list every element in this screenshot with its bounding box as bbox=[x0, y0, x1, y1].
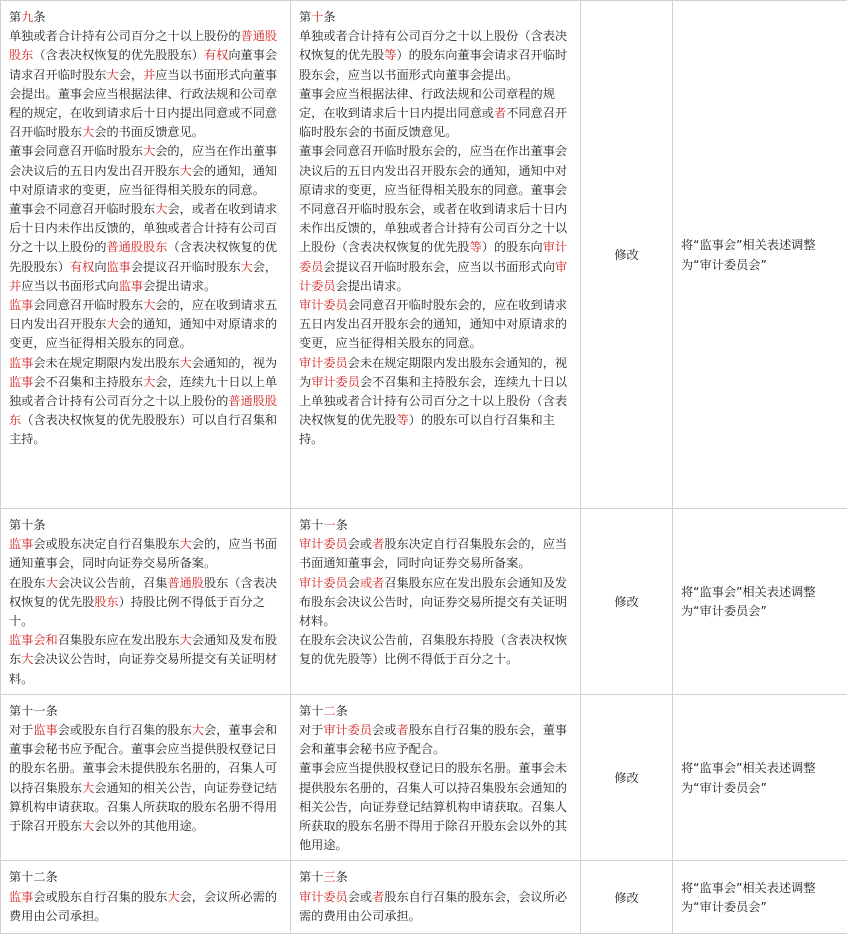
text-segment: 会的书面反馈意见。 bbox=[94, 125, 204, 139]
text-segment: 条 bbox=[323, 10, 335, 24]
text-segment: ）的股东可以自行召集和主持。 bbox=[299, 413, 555, 446]
text-segment: 会决议公告时，向证券交易所提交有关证明材料。 bbox=[9, 652, 277, 685]
text-segment: 会的，应当书面通知董事会，同时向证券交易所备案。 bbox=[9, 537, 277, 570]
highlighted-text: 者 bbox=[372, 537, 384, 551]
clause-paragraph bbox=[9, 721, 282, 836]
highlighted-text: 监事 bbox=[9, 537, 33, 551]
change-type-cell bbox=[581, 694, 673, 861]
text-segment: 股东决定自行召集股东会的，应当书面通知董事会，同时向证券交易所备案。 bbox=[299, 537, 567, 570]
text-segment: 会的，应当在作出董事会决议后的五日内发出召开股东 bbox=[9, 144, 277, 177]
text-segment: 第 bbox=[9, 10, 21, 24]
highlighted-text: 监事 bbox=[107, 260, 131, 274]
highlighted-text: 大 bbox=[180, 164, 192, 178]
clause-text bbox=[9, 721, 282, 836]
highlighted-text: 大 bbox=[21, 652, 33, 666]
text-segment: 应当以书面形式向 bbox=[21, 279, 119, 293]
highlighted-text: 审计委员 bbox=[299, 576, 348, 590]
table-row bbox=[1, 861, 847, 934]
article-number bbox=[299, 516, 572, 535]
highlighted-text: 并 bbox=[9, 279, 21, 293]
text-segment: （含表决权恢复的优先股股东） bbox=[33, 48, 204, 62]
text-segment: 会同意召开临时股东 bbox=[33, 298, 143, 312]
highlighted-text: 大 bbox=[46, 576, 58, 590]
text-segment: 股东自行召集的股东会，会议所必需的费用由公司承担。 bbox=[299, 890, 567, 923]
text-segment: 会未在规定期限内发出股东 bbox=[33, 356, 179, 370]
article-number bbox=[9, 516, 282, 535]
text-segment: 第十二条 bbox=[9, 870, 58, 884]
revised-clause-cell bbox=[291, 861, 581, 934]
text-segment: 第十 bbox=[299, 704, 323, 718]
highlighted-text: 等 bbox=[384, 48, 396, 62]
change-note: 将“监事会”相关表述调整为“审计委员会” bbox=[681, 238, 816, 271]
highlighted-text: 普通股股东 bbox=[9, 394, 277, 427]
text-segment: 董事会同意召开临时股东 bbox=[9, 144, 143, 158]
highlighted-text: 审计委员 bbox=[299, 356, 348, 370]
highlighted-text: 大 bbox=[107, 317, 119, 331]
highlighted-text: 有权 bbox=[204, 48, 228, 62]
text-segment: 会，或者在收到请求后十日内未作出反馈的，单独或者合计持有公司百分之十以上股份的 bbox=[9, 202, 277, 254]
highlighted-text: 监事 bbox=[119, 279, 143, 293]
highlighted-text: 审计委员 bbox=[299, 240, 567, 273]
highlighted-text: 大 bbox=[82, 781, 94, 795]
text-segment: 会 bbox=[348, 576, 360, 590]
highlighted-text: 十 bbox=[311, 10, 323, 24]
change-type: 修改 bbox=[614, 891, 638, 905]
change-type: 修改 bbox=[614, 595, 638, 609]
highlighted-text: 审计委员 bbox=[299, 890, 348, 904]
text-segment: ）的股东向 bbox=[482, 240, 543, 254]
text-segment: 召集股东应在发出股东 bbox=[58, 633, 180, 647]
clause-paragraph bbox=[299, 296, 572, 354]
original-clause-cell bbox=[1, 861, 291, 934]
text-segment: 第十一条 bbox=[9, 704, 58, 718]
text-segment: 条 bbox=[33, 10, 45, 24]
clause-text bbox=[299, 888, 572, 926]
revised-clause-cell bbox=[291, 1, 581, 509]
clause-paragraph bbox=[299, 759, 572, 855]
clause-paragraph bbox=[299, 535, 572, 573]
text-segment: 第十 bbox=[299, 870, 323, 884]
text-segment: 会通知的相关公告，向证券登记结算机构申请获取。召集人所获取的股东名册不得用于除召开股东 bbox=[9, 781, 277, 833]
highlighted-text: 一 bbox=[323, 518, 335, 532]
text-segment: 会的通知，通知中对原请求的变更，应当征得相关股东的同意。 bbox=[9, 317, 277, 350]
highlighted-text: 审计委员 bbox=[299, 298, 348, 312]
change-type-cell bbox=[581, 861, 673, 934]
article-number bbox=[9, 702, 282, 721]
clause-paragraph bbox=[9, 631, 282, 689]
comparison-body bbox=[1, 1, 847, 934]
text-segment: 会， bbox=[119, 68, 143, 82]
text-segment: 会提议召开临时股东 bbox=[131, 260, 241, 274]
highlighted-text: 者 bbox=[397, 723, 409, 737]
text-segment: 会提议召开临时股东会，应当以书面形式向 bbox=[323, 260, 555, 274]
highlighted-text: 监事会和 bbox=[9, 633, 58, 647]
highlighted-text: 大 bbox=[82, 819, 94, 833]
clause-paragraph bbox=[9, 200, 282, 296]
clause-paragraph bbox=[9, 574, 282, 632]
highlighted-text: 大 bbox=[192, 723, 204, 737]
text-segment: 对于 bbox=[9, 723, 33, 737]
clause-text bbox=[299, 721, 572, 855]
clause-paragraph bbox=[9, 888, 282, 926]
change-type: 修改 bbox=[614, 771, 638, 785]
clause-text bbox=[9, 535, 282, 689]
clause-paragraph bbox=[9, 535, 282, 573]
highlighted-text: 者 bbox=[494, 106, 506, 120]
highlighted-text: 大 bbox=[143, 298, 155, 312]
clause-paragraph bbox=[299, 888, 572, 926]
text-segment: 单独或者合计持有公司百分之十以上股份（含表决权恢复的优先股 bbox=[299, 29, 567, 62]
clause-text bbox=[299, 535, 572, 669]
clause-paragraph bbox=[299, 27, 572, 85]
revised-clause-cell bbox=[291, 694, 581, 861]
clause-paragraph bbox=[299, 354, 572, 450]
clause-paragraph bbox=[299, 574, 572, 632]
clause-paragraph bbox=[299, 631, 572, 669]
highlighted-text: 监事 bbox=[9, 890, 33, 904]
highlighted-text: 等 bbox=[397, 413, 409, 427]
text-segment: 会或股东决定自行召集股东 bbox=[33, 537, 179, 551]
highlighted-text: 监事 bbox=[9, 298, 33, 312]
text-segment: 董事会同意召开临时股东会的，应当在作出董事会决议后的五日内发出召开股东会的通知，通知中对原请求的变更，应当征得相关股东的同意。董事会不同意召开临时股东会，或者在收到请求后十日内未作出反馈的，单独或者合计持有公司百分之十以上股份（含表决权恢复的优先股 bbox=[299, 144, 567, 254]
text-segment: 在股东会决议公告前，召集股东持股（含表决权恢复的优先股等）比例不得低于百分之十。 bbox=[299, 633, 567, 666]
change-type: 修改 bbox=[614, 248, 638, 262]
clause-paragraph bbox=[9, 354, 282, 450]
change-type-cell bbox=[581, 509, 673, 695]
clause-text bbox=[9, 27, 282, 449]
highlighted-text: 监事 bbox=[9, 375, 33, 389]
highlighted-text: 二 bbox=[323, 704, 335, 718]
highlighted-text: 或者 bbox=[360, 576, 384, 590]
highlighted-text: 大 bbox=[143, 375, 155, 389]
highlighted-text: 股东 bbox=[94, 595, 118, 609]
clause-paragraph bbox=[299, 721, 572, 759]
text-segment: 条 bbox=[336, 704, 348, 718]
clause-paragraph bbox=[9, 296, 282, 354]
highlighted-text: 三 bbox=[323, 870, 335, 884]
highlighted-text: 九 bbox=[21, 10, 33, 24]
highlighted-text: 审计委员 bbox=[299, 537, 348, 551]
table-row bbox=[1, 509, 847, 695]
article-number bbox=[299, 702, 572, 721]
text-segment: 条 bbox=[336, 870, 348, 884]
text-segment: 条 bbox=[336, 518, 348, 532]
text-segment: 应当以书面形式向董事会提出。董事会应当根据法律、行政法规和公司章程的规定，在收到请求后十日内提出同意或不同意召开临时股东 bbox=[9, 68, 277, 140]
text-segment: ）持股比例不得低于百分之十。 bbox=[9, 595, 265, 628]
change-note-cell bbox=[673, 694, 847, 861]
article-number bbox=[299, 8, 572, 27]
original-clause-cell bbox=[1, 694, 291, 861]
highlighted-text: 有权 bbox=[70, 260, 94, 274]
text-segment: （含表决权恢复的优先股股东） bbox=[9, 240, 277, 273]
text-segment: 股东自行召集的股东会，董事会和董事会秘书应予配合。 bbox=[299, 723, 567, 756]
clause-paragraph bbox=[299, 85, 572, 143]
table-row bbox=[1, 694, 847, 861]
text-segment: 董事会应当提供股权登记日的股东名册。董事会未提供股东名册的，召集人可以持召集股东会通知的相关公告，向证券登记结算机构申请获取。召集人所获取的股东名册不得用于除召开股东会以外的其他用途。 bbox=[299, 761, 567, 852]
text-segment: 单独或者合计持有公司百分之十以上股份的 bbox=[9, 29, 241, 43]
article-number bbox=[9, 868, 282, 887]
text-segment: 会或 bbox=[348, 537, 372, 551]
highlighted-text: 普通股股东 bbox=[9, 29, 277, 62]
original-clause-cell bbox=[1, 509, 291, 695]
text-segment: 会的，应在收到请求五日内发出召开股东 bbox=[9, 298, 277, 331]
text-segment: 会以外的其他用途。 bbox=[94, 819, 204, 833]
table-row bbox=[1, 1, 847, 509]
highlighted-text: 大 bbox=[180, 633, 192, 647]
change-note: 将“监事会”相关表述调整为“审计委员会” bbox=[681, 761, 816, 794]
text-segment: 会通知的，视为 bbox=[192, 356, 277, 370]
text-segment: 会，董事会和董事会秘书应予配合。董事会应当提供股权登记日的股东名册。董事会未提供股东名册的，召集人可以持召集股东 bbox=[9, 723, 277, 795]
text-segment: 会或股东自行召集的股东 bbox=[58, 723, 192, 737]
article-number bbox=[9, 8, 282, 27]
highlighted-text: 大 bbox=[107, 68, 119, 82]
highlighted-text: 监事 bbox=[9, 356, 33, 370]
clause-paragraph bbox=[9, 142, 282, 200]
text-segment: 会同意召开临时股东会的，应在收到请求五日内发出召开股东会的通知，通知中对原请求的变更，应当征得相关股东的同意。 bbox=[299, 298, 567, 350]
text-segment: （含表决权恢复的优先股股东）可以自行召集和主持。 bbox=[9, 413, 277, 446]
article-number bbox=[299, 868, 572, 887]
change-type-cell bbox=[581, 1, 673, 509]
highlighted-text: 等 bbox=[470, 240, 482, 254]
highlighted-text: 大 bbox=[167, 890, 179, 904]
clause-paragraph bbox=[9, 27, 282, 142]
text-segment: 会不召集和主持股东会，连续九十日以上单独或者合计持有公司百分之十以上股份（含表决权恢复的优先股 bbox=[299, 375, 567, 427]
text-segment: 会决议公告前，召集 bbox=[58, 576, 168, 590]
highlighted-text: 大 bbox=[82, 125, 94, 139]
change-note-cell bbox=[673, 1, 847, 509]
highlighted-text: 大 bbox=[143, 144, 155, 158]
text-segment: 向 bbox=[94, 260, 106, 274]
text-segment: 会的通知，通知中对原请求的变更，应当征得相关股东的同意。 bbox=[9, 164, 277, 197]
text-segment: 董事会应当根据法律、行政法规和公司章程的规定，在收到请求后十日内提出同意或 bbox=[299, 87, 555, 120]
text-segment: 第 bbox=[299, 10, 311, 24]
text-segment: 第十条 bbox=[9, 518, 46, 532]
change-note-cell bbox=[673, 861, 847, 934]
highlighted-text: 大 bbox=[180, 356, 192, 370]
text-segment: 股东（含表决权恢复的优先股 bbox=[9, 576, 277, 609]
revised-clause-cell bbox=[291, 509, 581, 695]
highlighted-text: 大 bbox=[155, 202, 167, 216]
text-segment: 会提出请求。 bbox=[336, 279, 409, 293]
clause-text bbox=[9, 888, 282, 926]
text-segment: 会或 bbox=[348, 890, 372, 904]
text-segment: 第十 bbox=[299, 518, 323, 532]
original-clause-cell bbox=[1, 1, 291, 509]
highlighted-text: 普通股股东 bbox=[107, 240, 168, 254]
text-segment: 会，连续九十日以上单独或者合计持有公司百分之十以上股份的 bbox=[9, 375, 277, 408]
highlighted-text: 监事 bbox=[33, 723, 57, 737]
text-segment: 会或股东自行召集的股东 bbox=[33, 890, 167, 904]
text-segment: 召集股东应在发出股东会通知及发布股东会决议公告时，向证券交易所提交有关证明材料。 bbox=[299, 576, 567, 628]
clause-text bbox=[299, 27, 572, 449]
highlighted-text: 者 bbox=[372, 890, 384, 904]
change-note-cell bbox=[673, 509, 847, 695]
highlighted-text: 审计委员 bbox=[311, 375, 360, 389]
clause-paragraph bbox=[299, 142, 572, 296]
highlighted-text: 审计委员 bbox=[323, 723, 372, 737]
highlighted-text: 审计委员 bbox=[299, 260, 567, 293]
highlighted-text: 大 bbox=[180, 537, 192, 551]
highlighted-text: 大 bbox=[241, 260, 253, 274]
text-segment: 不同意召开临时股东会的书面反馈意见。 bbox=[299, 106, 567, 139]
text-segment: 会未在规定期限内发出股东会通知的，视为 bbox=[299, 356, 567, 389]
text-segment: 向董事会请求召开临时股东 bbox=[9, 48, 277, 81]
highlighted-text: 普通股 bbox=[167, 576, 204, 590]
text-segment: 董事会不同意召开临时股东 bbox=[9, 202, 155, 216]
highlighted-text: 并 bbox=[143, 68, 155, 82]
text-segment: 会通知及发布股东 bbox=[9, 633, 277, 666]
change-note: 将“监事会”相关表述调整为“审计委员会” bbox=[681, 881, 816, 914]
text-segment: ）的股东向董事会请求召开临时股东会，应当以书面形式向董事会提出。 bbox=[299, 48, 567, 81]
text-segment: 会提出请求。 bbox=[143, 279, 216, 293]
text-segment: 会， bbox=[253, 260, 277, 274]
text-segment: 会不召集和主持股东 bbox=[33, 375, 143, 389]
change-note: 将“监事会”相关表述调整为“审计委员会” bbox=[681, 585, 816, 618]
text-segment: 在股东 bbox=[9, 576, 46, 590]
text-segment: 对于 bbox=[299, 723, 323, 737]
text-segment: 会，会议所必需的费用由公司承担。 bbox=[9, 890, 277, 923]
text-segment: 会或 bbox=[372, 723, 396, 737]
